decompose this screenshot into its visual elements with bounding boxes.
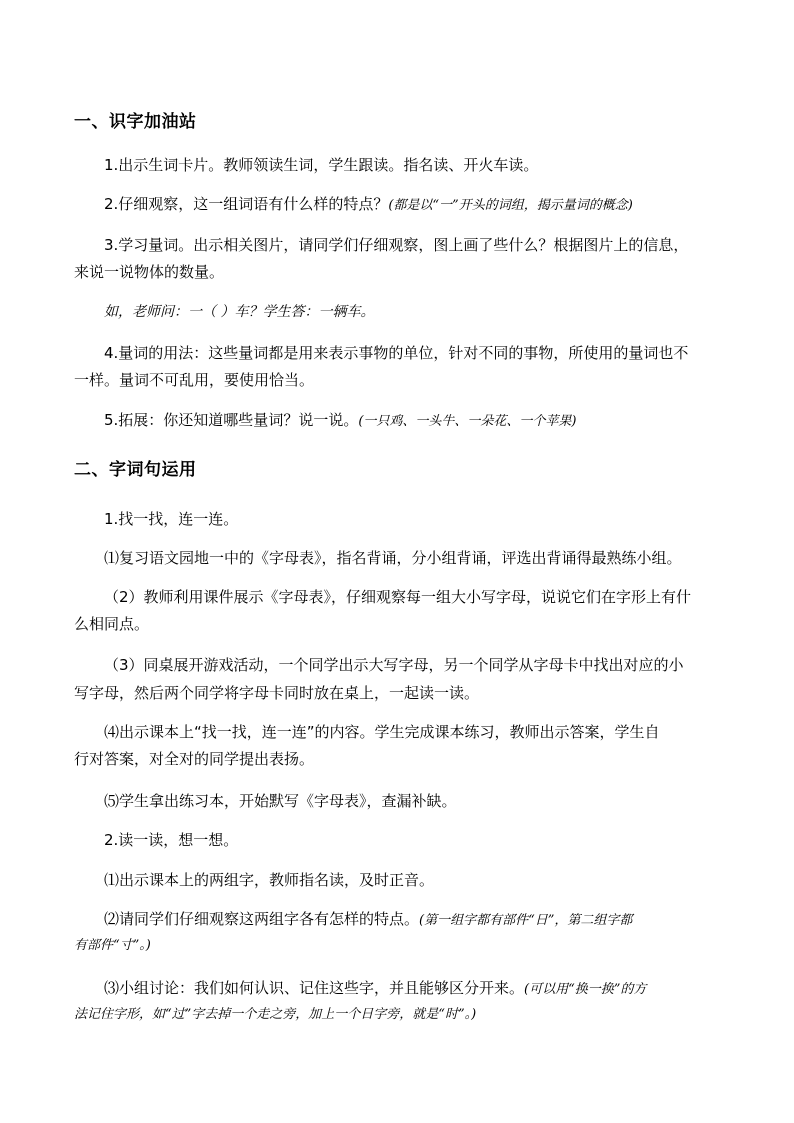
item-1-2-line-1: （2）教师利用课件展示《字母表》，仔细观察每一组大小写字母，说说它们在字形上有什 xyxy=(104,588,692,606)
example-paragraph: 如，老师问：一（ ）车？学生答：一辆车。 xyxy=(104,304,375,320)
paragraph-5-note: (一只鸡、一头牛、一朵花、一个苹果) xyxy=(358,414,577,429)
subsection-2-title: 2.读一读，想一想。 xyxy=(104,831,239,849)
paragraph-2-note: (都是以“一”开头的词组，揭示量词的概念) xyxy=(388,198,633,213)
section-heading-2: 二、字词句运用 xyxy=(74,460,197,480)
item-2-3-note: (可以用“换一换”的方 xyxy=(524,982,647,997)
item-1-3-line-1: （3）同桌展开游戏活动，一个同学出示大写字母，另一个同学从字母卡中找出对应的小 xyxy=(104,656,684,674)
item-1-4-line-2: 行对答案，对全对的同学提出表扬。 xyxy=(74,750,315,768)
item-2-2-text: ⑵请同学们仔细观察这两组字各有怎样的特点。 xyxy=(104,910,420,928)
item-1-3-line-2: 写字母，然后两个同学将字母卡同时放在桌上，一起读一读。 xyxy=(74,684,480,702)
paragraph-4-line-1: 4.量词的用法：这些量词都是用来表示事物的单位，针对不同的事物，所使用的量词也不 xyxy=(104,344,689,362)
paragraph-1: 1.出示生词卡片。教师领读生词，学生跟读。指名读、开火车读。 xyxy=(104,156,539,174)
item-2-2-line-2: 有部件“寸”。) xyxy=(74,938,151,953)
item-1-5: ⑸学生拿出练习本，开始默写《字母表》，查漏补缺。 xyxy=(104,792,457,810)
paragraph-5 xyxy=(104,405,576,437)
paragraph-4-line-2: 一样。量词不可乱用，要使用恰当。 xyxy=(74,371,315,389)
item-2-2-note: (第一组字都有部件“日”，第二组字都 xyxy=(419,913,633,928)
paragraph-5-text: 5.拓展：你还知道哪些量词？说一说。 xyxy=(104,411,359,429)
item-2-3-text: ⑶小组讨论：我们如何认识、记住这些字，并且能够区分开来。 xyxy=(104,979,525,997)
paragraph-2-text: 2.仔细观察，这一组词语有什么样的特点？ xyxy=(104,195,389,213)
item-2-3-line-2: 法记住字形，如“过”字去掉一个走之旁，加上一个日字旁，就是“时”。) xyxy=(74,1007,477,1022)
item-1-4-line-1: ⑷出示课本上“找一找，连一连”的内容。学生完成课本练习，教师出示答案，学生自 xyxy=(104,723,660,741)
paragraph-2 xyxy=(104,189,633,221)
paragraph-3-line-2: 来说一说物体的数量。 xyxy=(74,263,225,281)
item-2-1: ⑴出示课本上的两组字，教师指名读，及时正音。 xyxy=(104,871,435,889)
item-2-2-line-1 xyxy=(104,904,632,936)
section-heading-1: 一、识字加油站 xyxy=(74,112,197,132)
subsection-1-title: 1.找一找，连一连。 xyxy=(104,510,239,528)
item-1-1: ⑴复习语文园地一中的《字母表》，指名背诵，分小组背诵，评选出背诵得最熟练小组。 xyxy=(104,549,682,567)
paragraph-3-line-1: 3.学习量词。出示相关图片，请同学们仔细观察，图上画了些什么？根据图片上的信息， xyxy=(104,236,689,254)
item-1-2-line-2: 么相同点。 xyxy=(74,615,150,633)
